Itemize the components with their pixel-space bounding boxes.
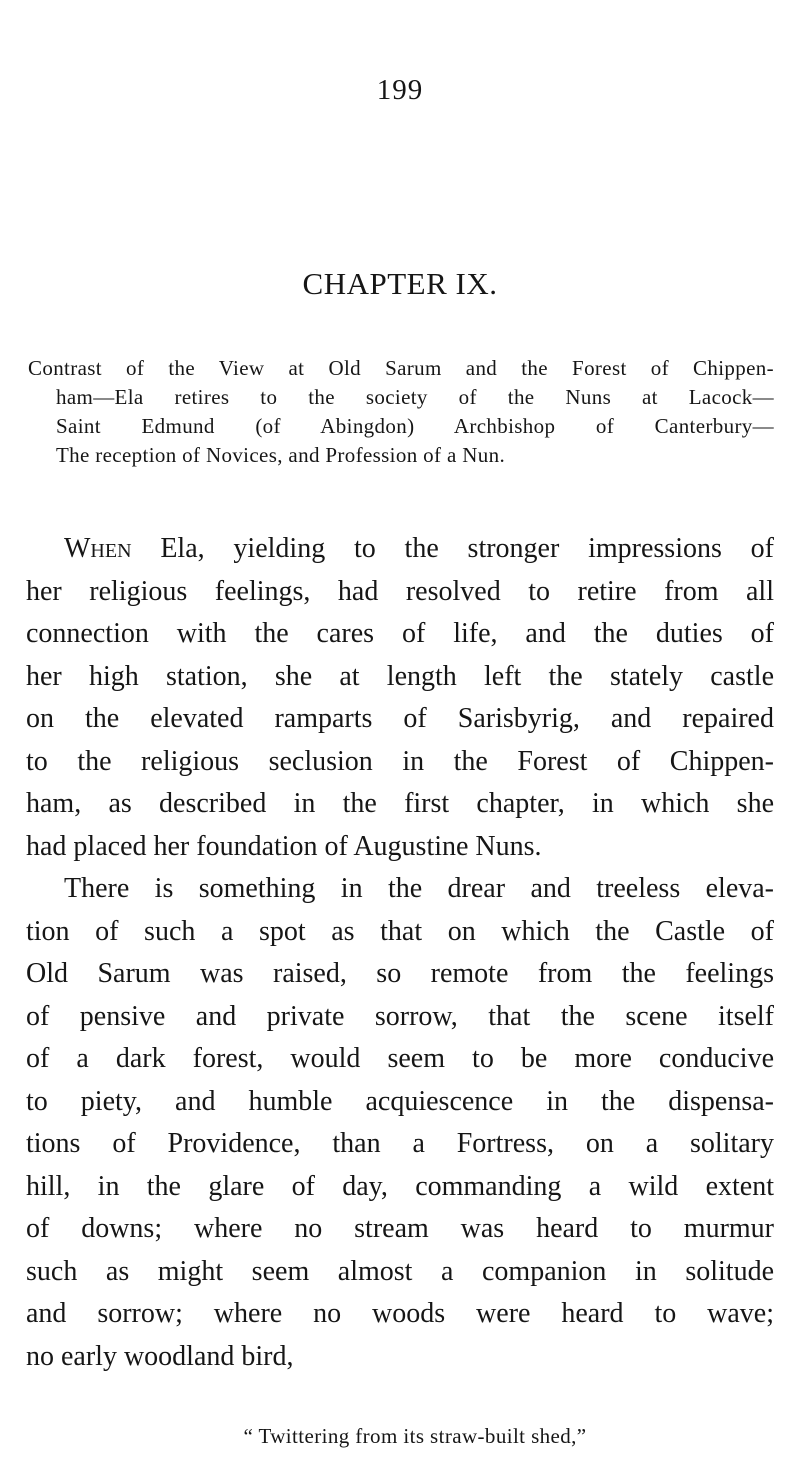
paragraph-2: [26, 868, 774, 1378]
text-line: tions of Providence, than a Fortress, on a solitary: [26, 1128, 774, 1159]
text-line: her high station, she at length left the stately castle: [26, 660, 774, 692]
text-line: her religious feelings, had resolved to retire from all: [26, 575, 774, 607]
first-line-text: Ela, yielding to the stronger impressions of: [131, 533, 774, 564]
chapter-heading: CHAPTER IX.: [302, 266, 498, 301]
text-line: of downs; where no stream was heard to murmur: [26, 1213, 774, 1244]
text-line: on the elevated ramparts of Sarisbyrig, and repaired: [26, 703, 774, 734]
text-line: ham, as described in the first chapter, in which she: [26, 788, 774, 819]
synopsis-line: The reception of Novices, and Profession of a Nun.: [56, 443, 506, 467]
chapter-synopsis: [28, 354, 774, 470]
text-line: connection with the cares of life, and the duties of: [26, 618, 774, 649]
page-number: 199: [376, 74, 424, 106]
text-line: of a dark forest, would seem to be more conducive: [26, 1043, 774, 1074]
text-line: Old Sarum was raised, so remote from the feelings: [26, 958, 774, 989]
text-line: hill, in the glare of day, commanding a wild extent: [26, 1170, 774, 1202]
body-text: [26, 528, 774, 1378]
synopsis-line: ham—Ela retires to the society of the Nuns at Lacock—: [56, 385, 774, 409]
text-line: of pensive and private sorrow, that the scene itself: [26, 1000, 774, 1032]
text-line: no early woodland bird,: [26, 1340, 294, 1372]
text-line: [26, 528, 774, 571]
text-line: had placed her foundation of Augustine Nuns.: [26, 830, 542, 862]
synopsis-line: Saint Edmund (of Abingdon) Archbishop of Canterbury—: [56, 414, 774, 438]
text-line: such as might seem almost a companion in solitude: [26, 1255, 774, 1287]
text-line: to the religious seclusion in the Forest of Chippen-: [26, 745, 774, 777]
synopsis-line: Contrast of the View at Old Sarum and the Forest of Chippen-: [28, 356, 774, 380]
paragraph-1: [26, 528, 774, 868]
verse-quotation: “ Twittering from its straw-built shed,”: [243, 1424, 587, 1448]
drop-word: When: [64, 533, 132, 564]
text-line: and sorrow; where no woods were heard to wave;: [26, 1298, 774, 1329]
text-line: to piety, and humble acquiescence in the dispensa-: [26, 1085, 774, 1117]
text-line: tion of such a spot as that on which the Castle of: [26, 915, 774, 947]
text-line: There is something in the drear and treeless eleva-: [64, 873, 774, 904]
